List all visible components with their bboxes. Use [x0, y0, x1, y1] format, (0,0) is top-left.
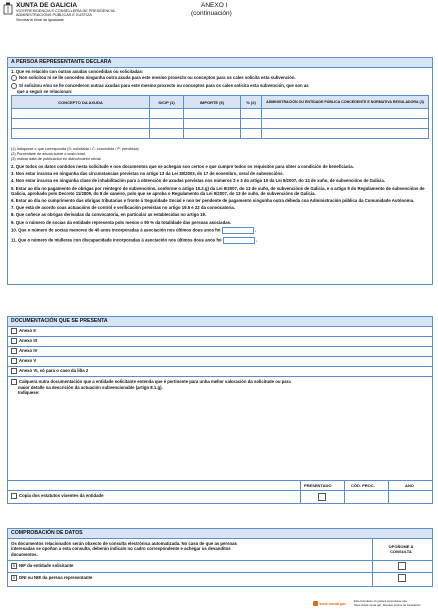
disabled-members-input[interactable] [223, 237, 255, 244]
table-notes [11, 147, 139, 162]
nif-row [11, 563, 73, 569]
annex-iii-item[interactable] [11, 338, 37, 344]
radio-no-other-aid[interactable] [11, 75, 17, 81]
aid-table-header-administration: ADMINISTRACIÓN OU ENTIDADE PÚBLICA CONCEDENTE E NORMATIVA REGULADORA (3) [262, 96, 429, 109]
declaration-item-9: 9. Que o número de socias da entidade representa polo menos o 90 % da totalidade das persoas asociadas. [11, 219, 232, 225]
annex-v-checkbox[interactable] [11, 358, 17, 364]
footer-note [354, 600, 436, 607]
option-no-other-aid-label: Non solicitou ni se lle concedeu ningunha outra axuda para este mesmo proxecto ou conceptos para os cales solicita esta subvención. [19, 75, 296, 81]
footer-line-1: Este formulario só poderá presentarse nas [354, 599, 407, 603]
declaration-item-6: 6. Estar ao día no cumprimento das obrigas tributarias e fronte á Seguridade Social e non ter pendente de pagamento ningunha outra débeda coa Administración pública da Comunidade Autónoma. [11, 198, 415, 204]
sede-icon [313, 601, 318, 606]
option-other-aid-label: Si solicitou e/ou se lle concederon outras axudas para este mesmo proxecto ou conceptos para os cales solicita esta subvención, que son as [19, 83, 309, 89]
declaration-item-7: 7. Que está de acordo coas actuacións de control e verificación previstas no artigo 19.5 e 22 da convocatoria. [11, 205, 235, 211]
aid-table-row[interactable] [12, 109, 429, 119]
nif-oppose-checkbox[interactable] [398, 562, 406, 570]
statutes-item[interactable] [11, 493, 104, 499]
aid-table-header-scp: S/C/P (1) [150, 96, 184, 109]
coat-of-arms-icon [3, 2, 13, 15]
other-documentation-checkbox[interactable] [11, 379, 17, 385]
question-1: 1. Que en relación con outras axudas concedidas ou solicitadas: [11, 69, 144, 74]
indicate-label: Indíquese: [18, 390, 40, 396]
aid-table-row[interactable] [12, 129, 429, 139]
annex-iv-checkbox[interactable] [11, 348, 17, 354]
footer-line-2: https://sede.xunta.gal . Resolve prazos de tramitación [354, 602, 421, 607]
other-documentation-item[interactable] [11, 379, 291, 396]
note-2: (2) Porcentaxe de axuda sobre o custo total [11, 152, 85, 156]
other-documentation-label: Calquera outra documentación que a entidade solicitante entenda que é pertinente para unha mellor valoración da solicitude ou para [19, 379, 291, 385]
declaration-item-10: 10. Que o número de socias menores de 40 anos incorporadas á asociación nos últimos dous anos foi . [11, 227, 257, 233]
declaration-section [7, 57, 433, 285]
sede-logo [313, 601, 346, 606]
documentation-title: DOCUMENTACIÓN QUE SE PRESENTA [8, 317, 432, 327]
annex-iii-checkbox[interactable] [11, 338, 17, 344]
annex-iv-item[interactable] [11, 348, 37, 354]
declaration-item-11-label: 11. Que o número de mulleres con discapacidade incorporadas á asociación nos últimos dous anos foi [11, 237, 222, 243]
aid-table-header-percent: % (2) [241, 96, 262, 109]
sede-logo-text: sede.xunta.gal [319, 601, 346, 606]
verification-title: COMPROBACIÓN DE DATOS [8, 529, 432, 539]
oppose-header-line-1: OPÓÑOME Á [388, 544, 414, 549]
dept-line-2: ADMINISTRACIÓNS PÚBLICAS E XUSTIZA [16, 13, 92, 17]
other-documentation-textarea[interactable] [11, 397, 427, 480]
declaration-title: A PERSOA REPRESENTANTE DECLARA [8, 58, 432, 68]
col-cod-proc: CÓD. PROC. [351, 483, 375, 488]
annex-iii-label: Anexo III [19, 338, 37, 344]
declaration-item-10-label: 10. Que o número de socias menores de 40 anos incorporadas á asociación nos últimos dous anos foi [11, 227, 221, 233]
verification-text-line-3: documentos. [11, 551, 38, 557]
aid-table [11, 95, 429, 139]
oppose-header-line-2: CONSULTA [390, 549, 412, 554]
dni-row [11, 575, 92, 581]
annex-v-label: Anexo V [19, 358, 37, 364]
note-1: (1) Indíquese o que corresponda (S: solicitada / C: concedida / P: percibida) [11, 147, 139, 151]
annex-iv-label: Anexo IV [19, 348, 38, 354]
dept-line-3: Secretaría Xeral da Igualdade [16, 17, 64, 22]
option-no-other-aid[interactable] [11, 75, 296, 81]
annex-ii-checkbox[interactable] [11, 328, 17, 334]
other-documentation-label-2: maior detalle na descrición da actuación subvencionable (artigo 8.1.g). [18, 385, 163, 390]
statutes-presented-checkbox[interactable] [318, 493, 326, 501]
dni-label: DNI ou NIE da persoa representante [19, 575, 93, 581]
dni-checked-box: X [12, 575, 16, 580]
note-3: (3) Indicar data de publicación en diario/boletín oficial [11, 157, 101, 161]
declaration-item-11: 11. Que o número de mulleres con discapacidade incorporadas á asociación nos últimos dous anos foi . [11, 237, 258, 243]
annex-ii-label: Anexo II [19, 328, 36, 334]
col-presentado: PRESENTADO [304, 483, 332, 488]
declaration-item-2: 2. Que todos os datos contidos nesta solicitude e nos documentos que se achegan son certos e que cumpre todos os requisitos para obter a condición de beneficiaria. [11, 164, 354, 169]
dept-line-1: VICEPRESIDENCIA E CONSELLERÍA DE PRESIDENCIA, [16, 9, 116, 13]
annex-ii-item[interactable] [11, 328, 36, 334]
aid-table-header-amount: IMPORTE (€) [184, 96, 241, 109]
annex-vi-label: Anexo VI, só para o caso da liña 2 [19, 368, 89, 374]
verification-text-line-1: Os documentos relacionados serán obxecto de consulta electrónica automatizada. No caso de que as persoas [11, 541, 237, 546]
annex-v-item[interactable] [11, 358, 36, 364]
aid-table-row[interactable] [12, 119, 429, 129]
col-ano: ANO [405, 483, 414, 488]
oppose-column-header [380, 544, 422, 554]
declaration-item-8: 8. Que coñece as obrigas derivadas da convocatoria, en particular as establecidas no artigo 19. [11, 212, 207, 218]
dni-oppose-checkbox[interactable] [398, 574, 406, 582]
statutes-checkbox[interactable] [11, 493, 17, 499]
annex-vi-checkbox[interactable] [11, 368, 17, 374]
statutes-label: Copia dos estatutos vixentes da entidade [19, 493, 104, 499]
verification-text-line-2: interesadas se opoñan a esta consulta, deberán indicalo no cadro correspondente e achegar os devanditos [11, 546, 231, 552]
aid-table-header-concept: CONCEPTO DA AXUDA [12, 96, 150, 109]
xunta-logo [3, 2, 13, 15]
young-members-input[interactable] [222, 227, 254, 234]
annex-subtitle: (continuación) [191, 10, 232, 17]
declaration-item-4: 4. Non estar incursa en ningunha clase de inhabilitación para a obtención de axudas previstas nos números 2 e 3 do artigo 10 da Lei 9/2007, do 13 de xuño, de subvencións de Galicia. [11, 178, 385, 184]
annex-vi-item[interactable] [11, 368, 88, 374]
verification-text [11, 541, 371, 557]
verification-section [7, 528, 433, 587]
option-other-aid-label-2: que a seguir se relacionan: [17, 89, 73, 94]
documentation-section [7, 316, 433, 504]
declaration-items [11, 164, 429, 244]
declaration-item-5: 5. Estar ao día no pagamento de obrigas por reintegro de subvencións, conforme o artigo 10.2.g) da Lei 9/2007, do 13 de xuño, de subvencións de Galicia, e o artigo 9 do Regulamento de subvencións de Galicia, aprobado polo Decreto 11/2009, do 8 de xaneiro, polo que se aproba o Regulamento da Lei 9/2007, do 13 de xuño, de subvencións de Galicia. [11, 185, 425, 196]
declaration-item-3: 3. Non estar incursa en ningunha das circunstancias previstas no artigo 13 da Lei 38/2003, do 17 de novembro, xeral de subvencións. [11, 171, 284, 177]
nif-checked-box: X [12, 563, 16, 568]
org-name: XUNTA DE GALICIA [16, 2, 78, 9]
annex-title: ANEXO I [201, 2, 228, 9]
nif-label: NIF da entidade solicitante [19, 563, 74, 569]
